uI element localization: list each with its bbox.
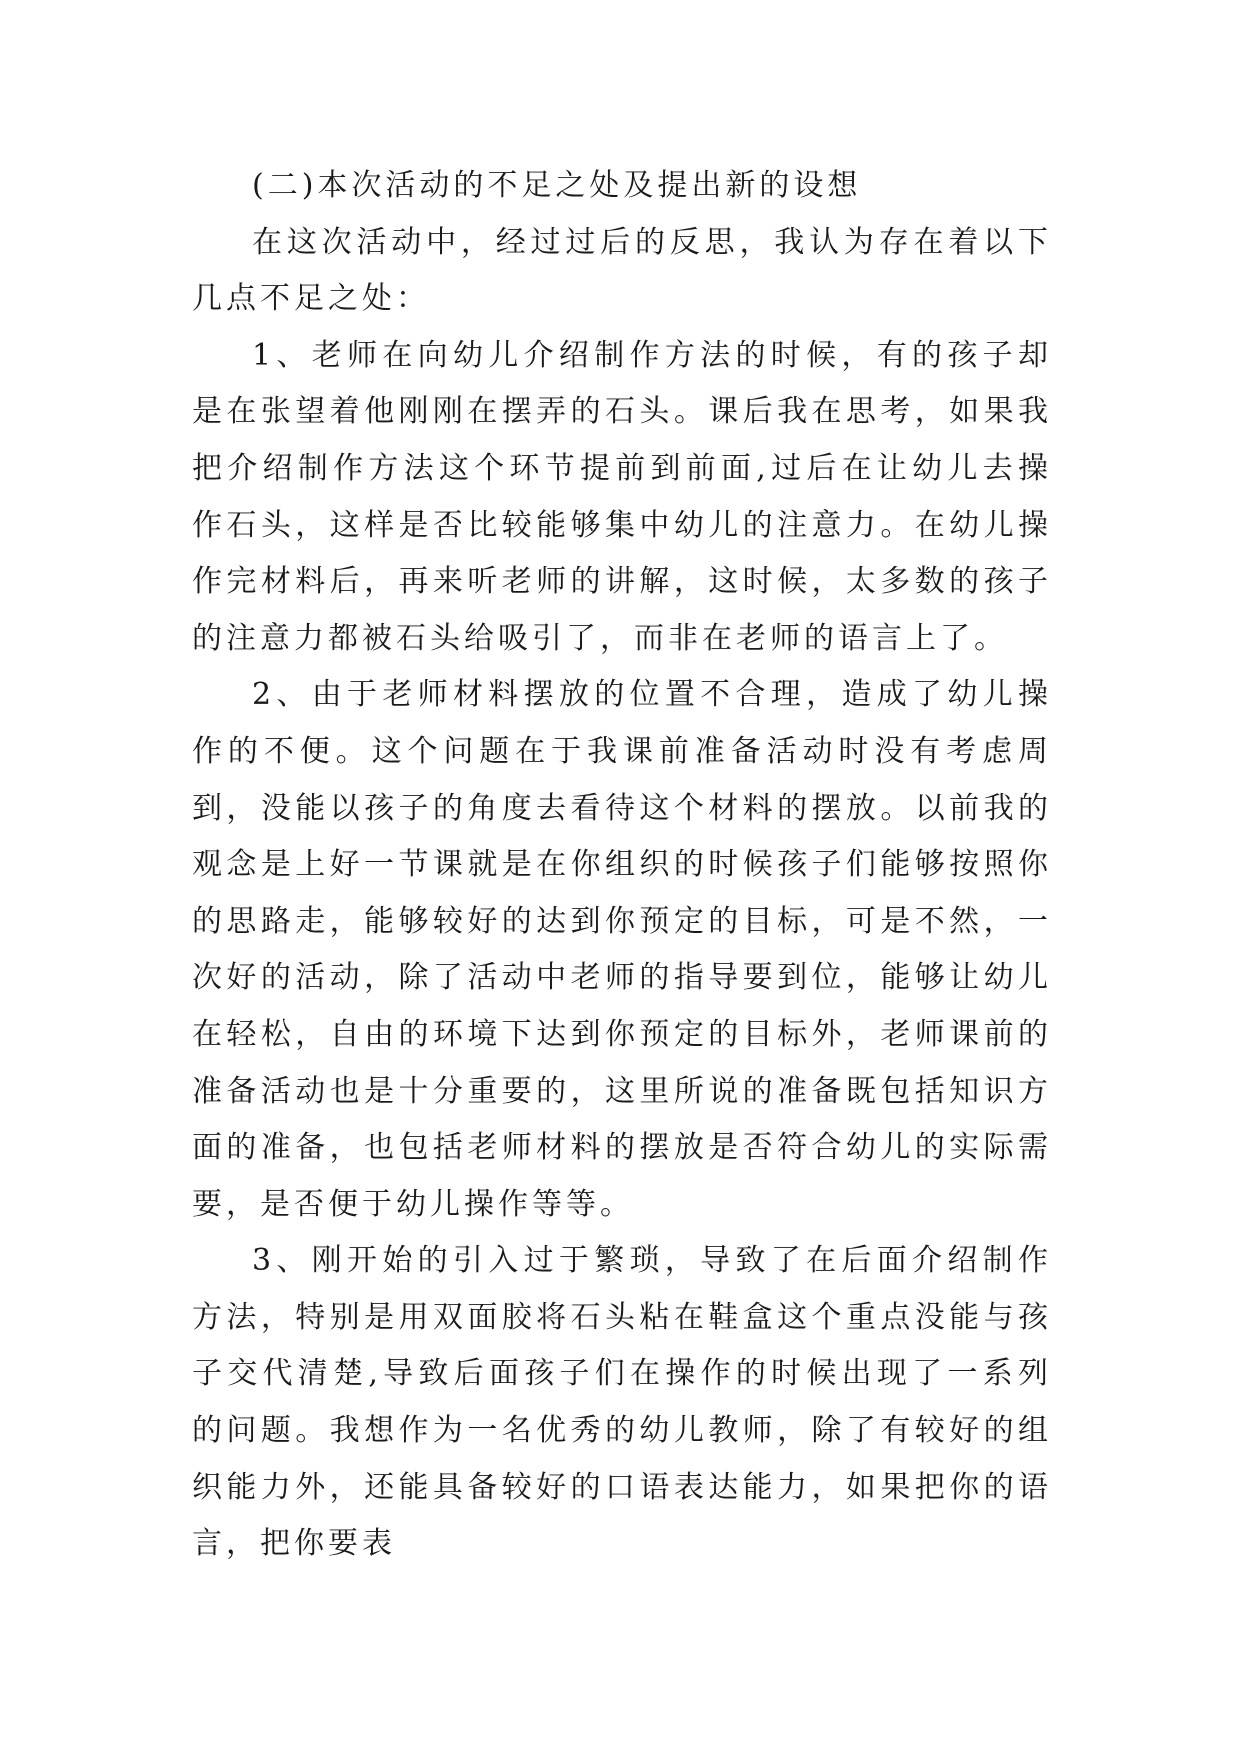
paragraph-point-3: 3、刚开始的引入过于繁琐，导致了在后面介绍制作方法，特别是用双面胶将石头粘在鞋盒这个重点没能与孩子交代清楚,导致后面孩子们在操作的时候出现了一系列的问题。我想作为一名优秀的幼儿教师，除了有较好的组织能力外，还能具备较好的口语表达能力，如果把你的语言，把你要表 — [192, 1243, 1052, 1562]
paragraph-point-2: 2、由于老师材料摆放的位置不合理，造成了幼儿操作的不便。这个问题在于我课前准备活动时没有考虑周到，没能以孩子的角度去看待这个材料的摆放。以前我的观念是上好一节课就是在你组织的时候孩子们能够按照你的思路走，能够较好的达到你预定的目标，可是不然，一次好的活动，除了活动中老师的指导要到位，能够让幼儿在轻松，自由的环境下达到你预定的目标外，老师课前的准备活动也是十分重要的，这里所说的准备既包括知识方面的准备，也包括老师材料的摆放是否符合幼儿的实际需要，是否便于幼儿操作等等。 — [192, 677, 1052, 1222]
document-body — [192, 158, 1052, 1573]
paragraph-point-1: 1、老师在向幼儿介绍制作方法的时候，有的孩子却是在张望着他刚刚在摆弄的石头。课后我在思考，如果我把介绍制作方法这个环节提前到前面,过后在让幼儿去操作石头，这样是否比较能够集中幼儿的注意力。在幼儿操作完材料后，再来听老师的讲解，这时候，太多数的孩子的注意力都被石头给吸引了，而非在老师的语言上了。 — [192, 337, 1052, 656]
paragraph-intro: 在这次活动中，经过过后的反思，我认为存在着以下几点不足之处： — [192, 224, 1052, 317]
section-heading: (二)本次活动的不足之处及提出新的设想 — [252, 168, 862, 203]
